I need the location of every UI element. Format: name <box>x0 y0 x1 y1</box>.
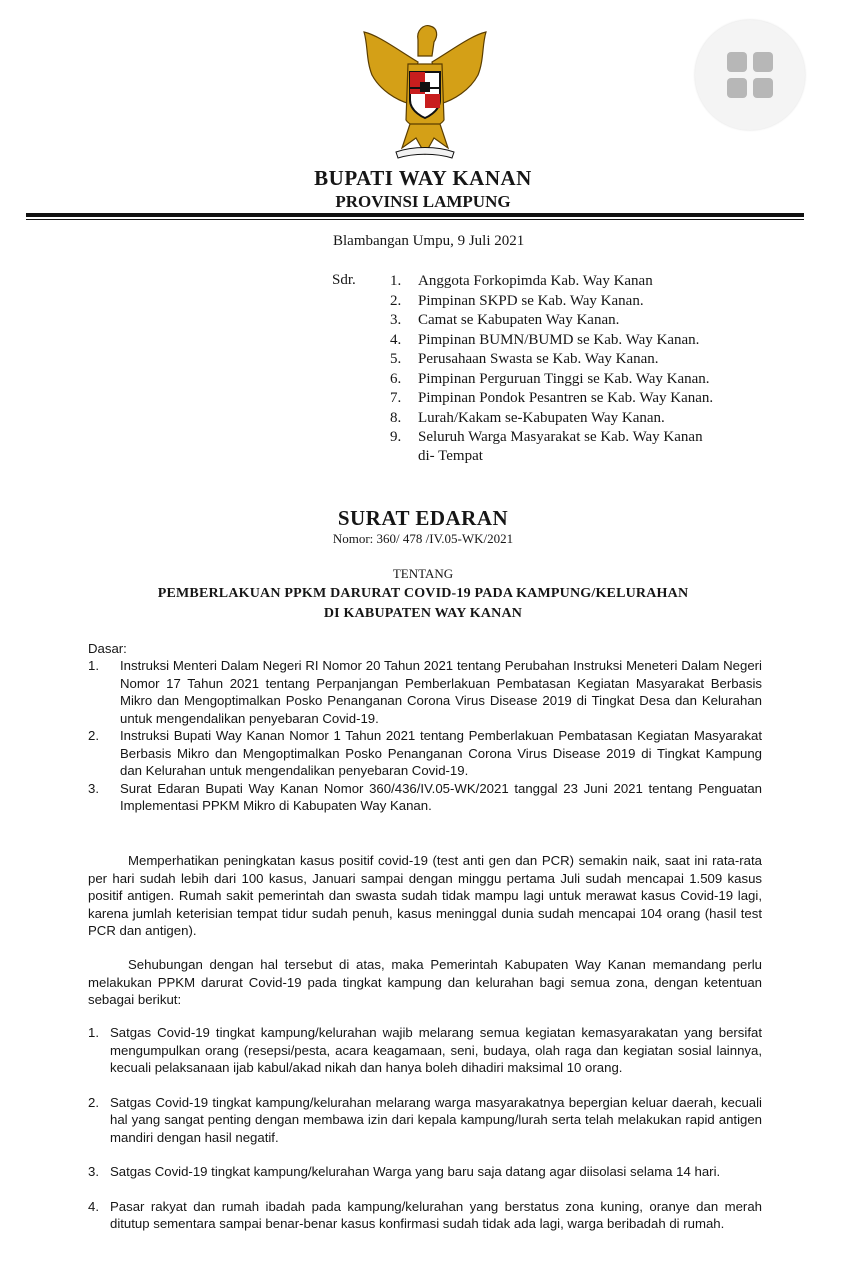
dasar-item: 2. Instruksi Bupati Way Kanan Nomor 1 Tahun 2021 tentang Pemberlakuan Pembatasan Kegiatan Masyarakat Berbasis Mikro dan Mengoptimalkan Posko Penanganan Corona Virus Disease 2019 di Tingkat Kampung dan Kelurahan untuk mengendalikan penyebaran Covid-19. <box>88 728 762 778</box>
provision-item: 2. Satgas Covid-19 tingkat kampung/kelurahan melarang warga masyarakatnya bepergian keluar daerah, kecuali hal yang sangat penting dengan membawa izin dari kepala kampung/lurah serta telah melakukan rapid antigen mandiri dengan hasil negatif. <box>88 1094 762 1145</box>
recipient-item: 9. Seluruh Warga Masyarakat se Kab. Way Kanan <box>390 429 703 445</box>
recipient-item: 3. Camat se Kabupaten Way Kanan. <box>390 312 620 328</box>
garuda-emblem-icon <box>358 20 492 160</box>
menu-button[interactable] <box>695 20 805 130</box>
recipient-item: 5. Perusahaan Swasta se Kab. Way Kanan. <box>390 351 659 367</box>
recipients-location: di- Tempat <box>418 448 483 464</box>
dasar-label: Dasar: <box>88 641 127 656</box>
tentang-label: TENTANG <box>392 566 454 581</box>
recipient-item: 1. Anggota Forkopimda Kab. Way Kanan <box>390 273 653 289</box>
provision-item: 4. Pasar rakyat dan rumah ibadah pada kampung/kelurahan yang berstatus zona kuning, oranye dan merah ditutup sementara sampai benar-benar kasus konfirmasi sudah tidak ada lagi, warga beribadah di rumah. <box>88 1198 762 1231</box>
dasar-item: 3. Surat Edaran Bupati Way Kanan Nomor 360/436/IV.05-WK/2021 tanggal 23 Juni 2021 tentang Penguatan Implementasi PPKM Mikro di Kabupaten Way Kanan. <box>88 780 762 813</box>
paragraph-considering: Memperhatikan peningkatan kasus positif covid-19 (test anti gen dan PCR) semakin naik, saat ini rata-rata per hari sudah lebih dari 100 kasus, Januari sampai dengan minggu pertama Juli sudah mencapai 1.509 kasus positif antigen. Rumah sakit pemerintah dan swasta sudah tidak mampu lagi untuk merawat kasus Covid-19 lagi, karena jumlah keterisian tempat tidur sudah penuh, kasus meninggal dunia sudah mencapai 104 orang (hasil test PCR dan antigen). <box>88 853 762 938</box>
recipients-list <box>390 272 713 448</box>
recipient-item: 6. Pimpinan Perguruan Tinggi se Kab. Way Kanan. <box>390 370 710 387</box>
provision-item: 1. Satgas Covid-19 tingkat kampung/kelurahan wajib melarang semua kegiatan kemasyarakatan yang bersifat mengumpulkan orang (resepsi/pesta, acara keagamaan, seni, budaya, olah raga dan kegiatan sosial lainnya, kecuali pelaksanaan ijab kabul/akad nikah dan hanya boleh dihadiri maksimal 10 orang. <box>88 1025 762 1075</box>
province-title: PROVINSI LAMPUNG <box>335 192 511 211</box>
grid-menu-icon <box>727 52 773 98</box>
paragraph-decision: Sehubungan dengan hal tersebut di atas, maka Pemerintah Kabupaten Way Kanan memandang perlu melakukan PPKM darurat Covid-19 pada tingkat kampung dan kelurahan bagi semua zona, dengan ketentuan sebagai berikut: <box>88 957 762 1007</box>
recipients-label: Sdr. <box>332 272 356 288</box>
header-divider <box>26 213 804 217</box>
header-divider-thin <box>26 219 804 220</box>
recipient-item: 2. Pimpinan SKPD se Kab. Way Kanan. <box>390 292 644 309</box>
circular-number: Nomor: 360/ 478 /IV.05-WK/2021 <box>332 531 514 546</box>
authority-title: BUPATI WAY KANAN <box>314 166 532 190</box>
recipient-item: 4. Pimpinan BUMN/BUMD se Kab. Way Kanan. <box>390 331 700 348</box>
circular-subject <box>0 584 846 624</box>
recipient-item: 8. Lurah/Kakam se-Kabupaten Way Kanan. <box>390 409 665 426</box>
subject-line-2: DI KABUPATEN WAY KANAN <box>323 606 523 621</box>
provision-item: 3. Satgas Covid-19 tingkat kampung/kelurahan Warga yang baru saja datang agar diisolasi selama 14 hari. <box>88 1164 721 1179</box>
dateline: Blambangan Umpu, 9 Juli 2021 <box>333 233 525 249</box>
dasar-item: 1. Instruksi Menteri Dalam Negeri RI Nomor 20 Tahun 2021 tentang Perubahan Instruksi Meneteri Dalam Negeri Nomor 17 Tahun 2021 tentang Perpanjangan Pemberlakuan Pembatasan Kegiatan Masyarakat Berbasis Mikro dan Mengoptimalkan Posko Penanganan Corona Virus Disease 2019 di Tingkat Desa dan Kelurahan untuk mengendalikan penyebaran Covid-19. <box>88 658 762 726</box>
dasar-list <box>88 657 762 815</box>
provisions-list <box>88 1024 762 1250</box>
recipient-item: 7. Pimpinan Pondok Pesantren se Kab. Way Kanan. <box>390 390 714 406</box>
circular-title: SURAT EDARAN <box>337 506 509 530</box>
subject-line-1: PEMBERLAKUAN PPKM DARURAT COVID-19 PADA KAMPUNG/KELURAHAN <box>157 586 689 601</box>
